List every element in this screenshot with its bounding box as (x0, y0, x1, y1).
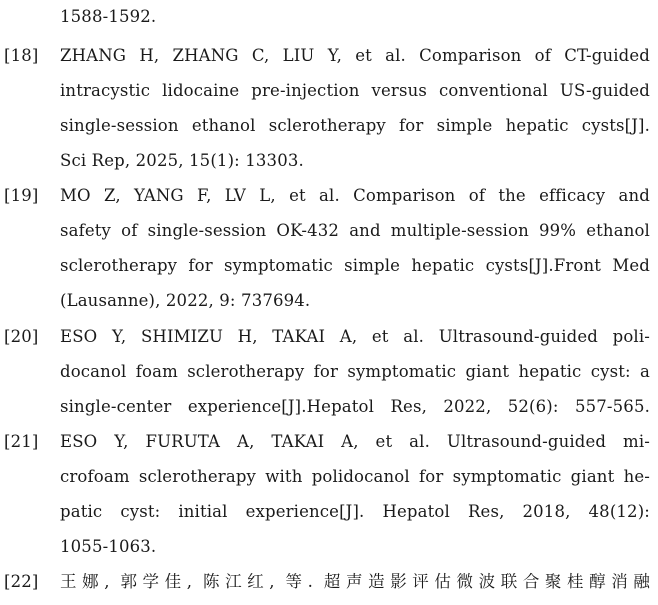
reference-number: [20] (4, 327, 39, 346)
reference-line: docanol foam sclerotherapy for symptomatic giant hepatic cyst: a (60, 362, 650, 381)
reference-line: single-session ethanol sclerotherapy for simple hepatic cysts[J]. (60, 116, 650, 135)
reference-number: [22] (4, 572, 39, 591)
reference-line: 1588-1592. (60, 7, 157, 26)
reference-line: sclerotherapy for symptomatic simple hepatic cysts[J].Front Med (60, 256, 650, 275)
reference-line: single-center experience[J].Hepatol Res, 2022, 52(6): 557-565. (60, 397, 650, 416)
reference-line: Sci Rep, 2025, 15(1): 13303. (60, 151, 304, 170)
reference-line: intracystic lidocaine pre-injection versus conventional US-guided (60, 81, 650, 100)
reference-number: [19] (4, 186, 39, 205)
reference-line: patic cyst: initial experience[J]. Hepatol Res, 2018, 48(12): (60, 502, 650, 521)
reference-line: 王娜, 郭学佳, 陈江红, 等. 超声造影评估微波联合聚桂醇消融 (60, 572, 650, 591)
reference-number: [21] (4, 432, 39, 451)
reference-line: ZHANG H, ZHANG C, LIU Y, et al. Comparison of CT-guided (60, 46, 650, 65)
reference-number: [18] (4, 46, 39, 65)
reference-line: ESO Y, SHIMIZU H, TAKAI A, et al. Ultrasound-guided poli- (60, 327, 650, 346)
reference-line: ESO Y, FURUTA A, TAKAI A, et al. Ultrasound-guided mi- (60, 432, 650, 451)
reference-line: MO Z, YANG F, LV L, et al. Comparison of the efficacy and (60, 186, 650, 205)
reference-line: (Lausanne), 2022, 9: 737694. (60, 291, 311, 310)
reference-line: 1055-1063. (60, 537, 157, 556)
reference-line: crofoam sclerotherapy with polidocanol for symptomatic giant he- (60, 467, 650, 486)
reference-line: safety of single-session OK-432 and multiple-session 99% ethanol (60, 221, 650, 240)
